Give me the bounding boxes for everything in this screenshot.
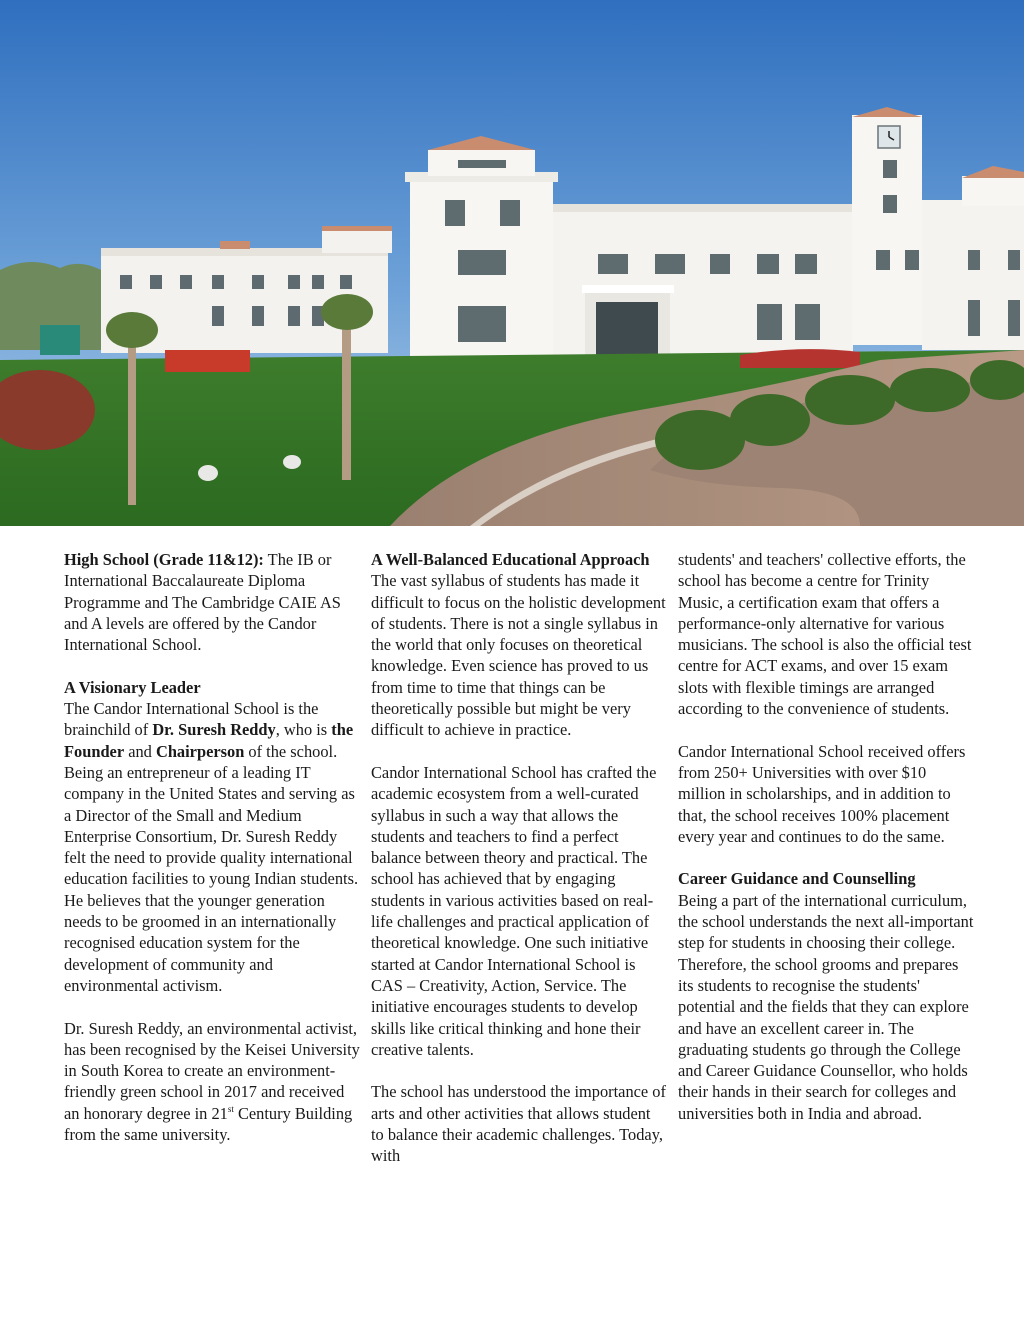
founder-title: the Founder: [64, 720, 354, 761]
visionary-leader-text-4: of the school. Being an entrepreneur of a leading IT company in the United States and serving as a Director of the Small and Medium Enterprise Consortium, Dr. Suresh Reddy felt the need to provide quality international education facilities to young Indian students. He believes that the younger generation needs to be groomed in an internationally recognised education system for the development of community and environmental activism.: [64, 741, 359, 995]
column-left: [64, 549, 360, 1145]
career-guidance-section: [678, 868, 974, 1124]
high-school-paragraph: [64, 549, 360, 655]
trinity-music-paragraph: students' and teachers' collective efforts, the school has become a centre for Trinity Music, a certification exam that offers a performance-only alternative for various musicians. The school is also the official test centre for ACT exams, and over 15 exam slots with flexible timings are arranged according to the convenience of students.: [678, 550, 972, 719]
column-right: [678, 549, 974, 1124]
educational-approach-text: The vast syllabus of students has made it difficult to focus on the holistic development of students. There is not a single syllabus in the world that only focuses on theoretical knowledge. Even science has proved to us from time to time that things can be theoretically possible but might be very difficult to achieve in practice.: [371, 571, 666, 740]
visionary-leader-text-1: The Candor International School is the brainchild of: [64, 699, 319, 740]
educational-approach-heading: A Well-Balanced Educational Approach: [371, 550, 650, 569]
arts-activities-paragraph: The school has understood the importance of arts and other activities that allows student to balance their academic challenges. Today, with: [371, 1082, 666, 1166]
high-school-heading: High School (Grade 11&12):: [64, 550, 264, 569]
visionary-leader-section: [64, 677, 360, 996]
recognition-text-2: Century Building from the same university.: [64, 1103, 353, 1145]
founder-name: Dr. Suresh Reddy: [152, 720, 276, 740]
visionary-leader-heading: A Visionary Leader: [64, 677, 201, 697]
career-guidance-text: Being a part of the international curriculum, the school understands the next all-important step for students in choosing their college. Therefore, the school grooms and prepares its students to recognise the students' potential and the fields that they can explore and have an excellent career in. The graduating students go through the College and Career Guidance Counsellor, who holds their hands in their search for colleges and universities both in India and abroad.: [678, 890, 974, 1123]
visionary-leader-text-2: , who is: [275, 720, 332, 740]
school-campus-photo: [0, 0, 1024, 526]
scholarships-paragraph: Candor International School received offers from 250+ Universities with over $10 million in scholarships, and in addition to that, the school receives 100% placement every year and continues to do the same.: [678, 741, 966, 846]
column-middle: [371, 549, 667, 1167]
ordinal-suffix: st: [227, 1103, 234, 1114]
visionary-leader-text-3: and: [124, 741, 156, 761]
high-school-text: The IB or International Baccalaureate Diploma Programme and The Cambridge CAIE AS and A levels are offered by the Candor International School.: [64, 550, 341, 655]
recognition-paragraph: [64, 1018, 360, 1146]
chairperson-title: Chairperson: [155, 741, 245, 761]
recognition-text-1: Dr. Suresh Reddy, an environmental activist, has been recognised by the Keisei University in South Korea to create an environment-friendly green school in 2017 and received an honorary degree in 21: [64, 1018, 360, 1123]
educational-approach-section: [371, 549, 667, 741]
academic-ecosystem-paragraph: Candor International School has crafted the academic ecosystem from a well-curated syllabus in such a way that allows the students and teachers to find a perfect balance between theory and practical. The school has achieved that by engaging students in various activities based on real-life challenges and practical application of theoretical knowledge. One such initiative started at Candor International School is CAS – Creativity, Action, Service. The initiative encourages students to develop skills like critical thinking and hone their creative talents.: [371, 762, 657, 1059]
career-guidance-heading: Career Guidance and Counselling: [678, 869, 916, 889]
